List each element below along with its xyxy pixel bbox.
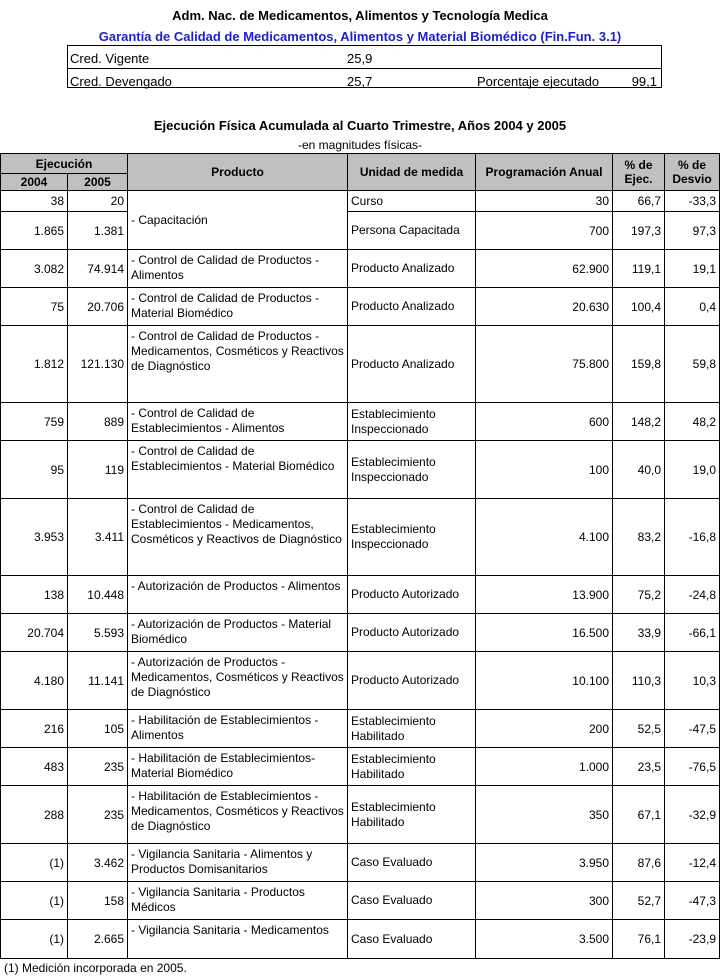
cell-pct-ejec: 67,1 xyxy=(613,786,665,844)
cell-pct-desvio: -47,3 xyxy=(665,882,720,920)
cell-producto: - Vigilancia Sanitaria - Alimentos y Productos Domisanitarios xyxy=(128,844,348,882)
cell-2004: (1) xyxy=(1,920,68,959)
cell-programacion: 350 xyxy=(476,786,613,844)
cell-producto: - Control de Calidad de Establecimientos - Medicamentos, Cosméticos y Reactivos de Diagnóstico xyxy=(128,499,348,576)
table-row xyxy=(1,576,720,614)
cred-devengado-label: Cred. Devengado xyxy=(70,74,172,89)
cell-programacion: 100 xyxy=(476,441,613,499)
cell-unidad: Caso Evaluado xyxy=(348,882,476,920)
cell-pct-desvio: -66,1 xyxy=(665,614,720,652)
header-ejecucion: Ejecución xyxy=(1,154,128,174)
cell-programacion: 300 xyxy=(476,882,613,920)
cell-2004: 1.865 xyxy=(1,212,68,250)
header-2004: 2004 xyxy=(1,174,68,191)
table-row xyxy=(1,920,720,959)
cell-producto: - Vigilancia Sanitaria - Productos Médicos xyxy=(128,882,348,920)
header-pct-ejec: % de Ejec. xyxy=(613,154,665,191)
cell-pct-desvio: 97,3 xyxy=(665,212,720,250)
cell-2004: 20.704 xyxy=(1,614,68,652)
cell-unidad: Establecimiento Inspeccionado xyxy=(348,441,476,499)
cell-unidad: Curso xyxy=(348,191,476,212)
cell-pct-ejec: 148,2 xyxy=(613,403,665,441)
cell-2005: 11.141 xyxy=(68,652,128,710)
cell-pct-desvio: 59,8 xyxy=(665,326,720,403)
cell-2005: 20 xyxy=(68,191,128,212)
cell-pct-desvio: 19,1 xyxy=(665,250,720,288)
cell-pct-ejec: 159,8 xyxy=(613,326,665,403)
cell-pct-ejec: 52,7 xyxy=(613,882,665,920)
cell-2005: 105 xyxy=(68,710,128,748)
cell-unidad: Producto Analizado xyxy=(348,288,476,326)
cell-unidad: Establecimiento Inspeccionado xyxy=(348,403,476,441)
table-row xyxy=(1,710,720,748)
cell-unidad: Producto Autorizado xyxy=(348,614,476,652)
cell-unidad: Caso Evaluado xyxy=(348,920,476,959)
cell-2005: 74.914 xyxy=(68,250,128,288)
cell-pct-ejec: 33,9 xyxy=(613,614,665,652)
cell-2004: 3.082 xyxy=(1,250,68,288)
cell-pct-ejec: 110,3 xyxy=(613,652,665,710)
table-row xyxy=(1,191,720,212)
cell-programacion: 4.100 xyxy=(476,499,613,576)
cell-pct-desvio: 19,0 xyxy=(665,441,720,499)
cell-pct-desvio: -33,3 xyxy=(665,191,720,212)
cell-pct-ejec: 52,5 xyxy=(613,710,665,748)
cell-producto: - Habilitación de Establecimientos - Medicamentos, Cosméticos y Reactivos de Diagnóstico xyxy=(128,786,348,844)
cell-2005: 2.665 xyxy=(68,920,128,959)
header-pct-desvio: % de Desvio xyxy=(665,154,720,191)
table-row xyxy=(1,403,720,441)
cell-2004: 138 xyxy=(1,576,68,614)
pct-ejecutado-value: 99,1 xyxy=(631,74,657,89)
cell-2004: (1) xyxy=(1,882,68,920)
cell-producto: - Vigilancia Sanitaria - Medicamentos xyxy=(128,920,348,959)
cell-unidad: Establecimiento Habilitado xyxy=(348,710,476,748)
table-row xyxy=(1,786,720,844)
cred-vigente-value: 25,9 xyxy=(347,51,373,66)
cell-2004: 759 xyxy=(1,403,68,441)
cell-programacion: 200 xyxy=(476,710,613,748)
table-row xyxy=(1,288,720,326)
cell-producto: - Autorización de Productos - Alimentos xyxy=(128,576,348,614)
cell-pct-desvio: 48,2 xyxy=(665,403,720,441)
cell-producto: - Control de Calidad de Productos - Material Biomédico xyxy=(128,288,348,326)
table-row xyxy=(1,748,720,786)
cell-2004: (1) xyxy=(1,844,68,882)
cell-2005: 158 xyxy=(68,882,128,920)
cell-producto: - Capacitación xyxy=(128,191,348,250)
cell-programacion: 3.950 xyxy=(476,844,613,882)
report-title: Adm. Nac. de Medicamentos, Alimentos y Tecnología Medica xyxy=(172,8,548,23)
cell-unidad: Establecimiento Inspeccionado xyxy=(348,499,476,576)
execution-table xyxy=(0,153,720,959)
cell-2004: 1.812 xyxy=(1,326,68,403)
cell-2004: 4.180 xyxy=(1,652,68,710)
cell-pct-desvio: -24,8 xyxy=(665,576,720,614)
cell-producto: - Control de Calidad de Establecimientos - Alimentos xyxy=(128,403,348,441)
cell-2005: 1.381 xyxy=(68,212,128,250)
cell-producto: - Autorización de Productos - Material Biomédico xyxy=(128,614,348,652)
cell-pct-ejec: 100,4 xyxy=(613,288,665,326)
cell-2004: 288 xyxy=(1,786,68,844)
cell-programacion: 13.900 xyxy=(476,576,613,614)
cell-pct-desvio: -12,4 xyxy=(665,844,720,882)
cell-2005: 235 xyxy=(68,748,128,786)
cell-programacion: 62.900 xyxy=(476,250,613,288)
cell-2005: 3.411 xyxy=(68,499,128,576)
cell-programacion: 20.630 xyxy=(476,288,613,326)
table-row xyxy=(1,614,720,652)
header-producto: Producto xyxy=(128,154,348,191)
cell-pct-ejec: 23,5 xyxy=(613,748,665,786)
cell-programacion: 10.100 xyxy=(476,652,613,710)
cell-programacion: 16.500 xyxy=(476,614,613,652)
cell-pct-ejec: 87,6 xyxy=(613,844,665,882)
table-row xyxy=(1,441,720,499)
cell-pct-desvio: 0,4 xyxy=(665,288,720,326)
cell-2004: 216 xyxy=(1,710,68,748)
cell-programacion: 30 xyxy=(476,191,613,212)
cell-2005: 10.448 xyxy=(68,576,128,614)
cell-2005: 235 xyxy=(68,786,128,844)
cell-programacion: 75.800 xyxy=(476,326,613,403)
cell-pct-desvio: -76,5 xyxy=(665,748,720,786)
cell-unidad: Producto Analizado xyxy=(348,250,476,288)
cell-programacion: 600 xyxy=(476,403,613,441)
table-row xyxy=(1,326,720,403)
cell-pct-desvio: 10,3 xyxy=(665,652,720,710)
cell-pct-desvio: -47,5 xyxy=(665,710,720,748)
cell-unidad: Producto Analizado xyxy=(348,326,476,403)
cell-2005: 3.462 xyxy=(68,844,128,882)
cell-producto: - Control de Calidad de Productos - Alimentos xyxy=(128,250,348,288)
cell-pct-ejec: 197,3 xyxy=(613,212,665,250)
table-row xyxy=(1,882,720,920)
cell-unidad: Producto Autorizado xyxy=(348,652,476,710)
footnote: (1) Medición incorporada en 2005. xyxy=(4,961,187,975)
cell-unidad: Producto Autorizado xyxy=(348,576,476,614)
cell-2004: 3.953 xyxy=(1,499,68,576)
header-2005: 2005 xyxy=(68,174,128,191)
cell-programacion: 1.000 xyxy=(476,748,613,786)
cell-unidad: Persona Capacitada xyxy=(348,212,476,250)
credits-box xyxy=(67,45,662,88)
cell-pct-desvio: -32,9 xyxy=(665,786,720,844)
cell-2004: 75 xyxy=(1,288,68,326)
cell-unidad: Caso Evaluado xyxy=(348,844,476,882)
cell-2005: 20.706 xyxy=(68,288,128,326)
cell-producto: - Control de Calidad de Productos - Medicamentos, Cosméticos y Reactivos de Diagnóstico xyxy=(128,326,348,403)
table-row xyxy=(1,250,720,288)
cell-programacion: 3.500 xyxy=(476,920,613,959)
table-row xyxy=(1,652,720,710)
cell-2004: 483 xyxy=(1,748,68,786)
table-row xyxy=(1,499,720,576)
cell-2005: 5.593 xyxy=(68,614,128,652)
cell-programacion: 700 xyxy=(476,212,613,250)
cell-2005: 121.130 xyxy=(68,326,128,403)
cell-producto: - Autorización de Productos - Medicamentos, Cosméticos y Reactivos de Diagnóstico xyxy=(128,652,348,710)
cell-pct-desvio: -16,8 xyxy=(665,499,720,576)
pct-ejecutado-label: Porcentaje ejecutado xyxy=(477,74,600,89)
section-subtitle: -en magnitudes físicas- xyxy=(297,138,423,152)
cell-pct-ejec: 75,2 xyxy=(613,576,665,614)
header-unidad: Unidad de medida xyxy=(348,154,476,191)
cell-producto: - Habilitación de Establecimientos - Alimentos xyxy=(128,710,348,748)
cell-pct-ejec: 40,0 xyxy=(613,441,665,499)
cell-producto: - Control de Calidad de Establecimientos - Material Biomédico xyxy=(128,441,348,499)
cred-devengado-value: 25,7 xyxy=(347,74,373,89)
cell-unidad: Establecimiento Habilitado xyxy=(348,786,476,844)
cell-pct-desvio: -23,9 xyxy=(665,920,720,959)
cell-2005: 889 xyxy=(68,403,128,441)
cell-producto: - Habilitación de Establecimientos- Material Biomédico xyxy=(128,748,348,786)
cell-2005: 119 xyxy=(68,441,128,499)
header-programacion: Programación Anual xyxy=(476,154,613,191)
cell-2004: 38 xyxy=(1,191,68,212)
table-row xyxy=(1,212,720,250)
cell-2004: 95 xyxy=(1,441,68,499)
report-subtitle: Garantía de Calidad de Medicamentos, Alimentos y Material Biomédico (Fin.Fun. 3.1) xyxy=(98,29,622,44)
cell-pct-ejec: 119,1 xyxy=(613,250,665,288)
cell-pct-ejec: 76,1 xyxy=(613,920,665,959)
cell-unidad: Establecimiento Habilitado xyxy=(348,748,476,786)
cell-pct-ejec: 83,2 xyxy=(613,499,665,576)
section-title: Ejecución Física Acumulada al Cuarto Trimestre, Años 2004 y 2005 xyxy=(153,118,567,133)
cell-pct-ejec: 66,7 xyxy=(613,191,665,212)
cred-vigente-label: Cred. Vigente xyxy=(70,51,150,66)
table-row xyxy=(1,844,720,882)
